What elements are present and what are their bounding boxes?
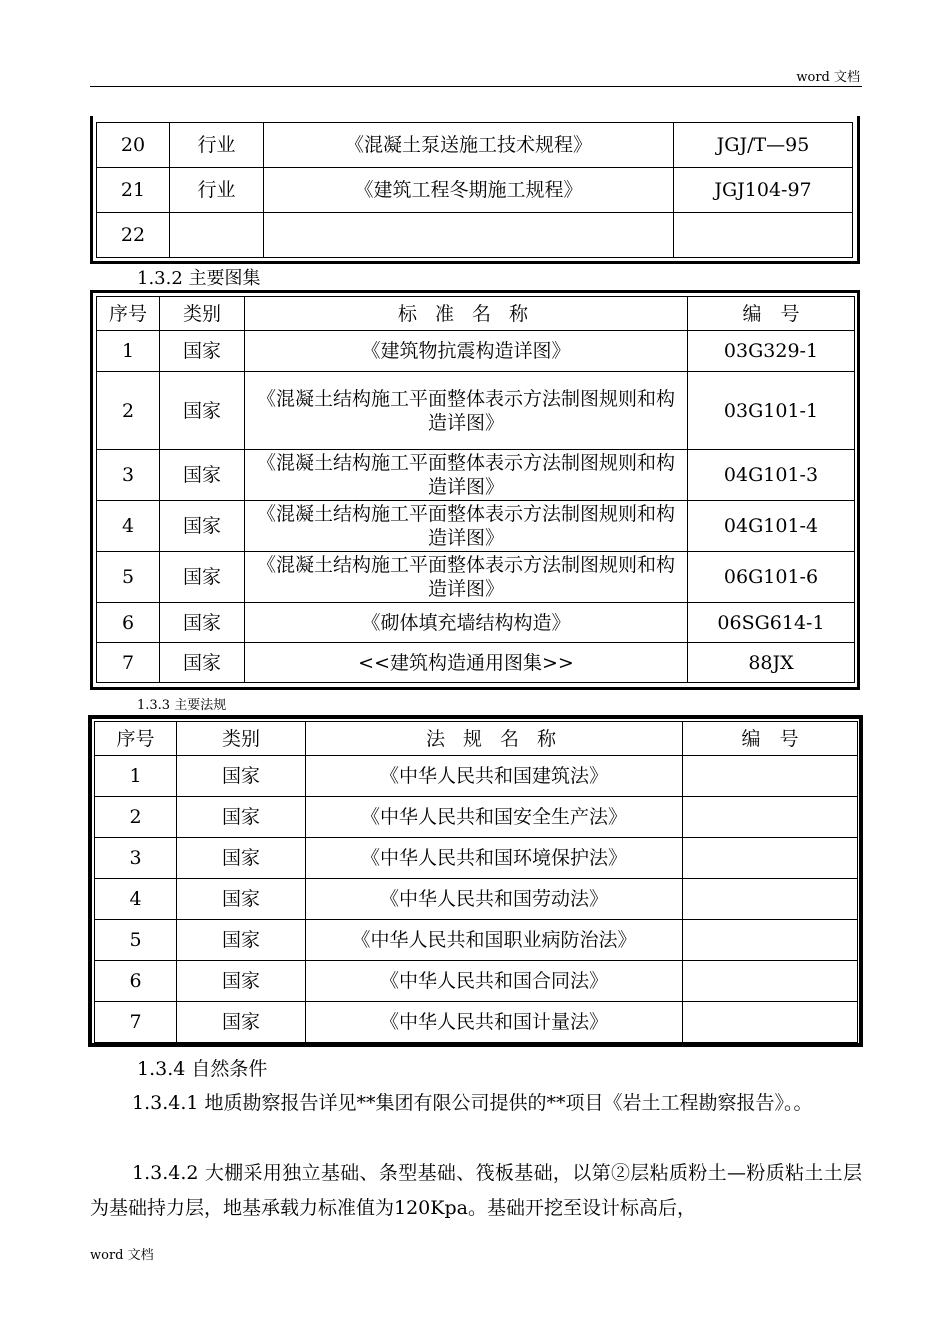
row-code: 06G101-6 xyxy=(688,552,855,603)
row-type: 国家 xyxy=(177,879,306,920)
row-code: JGJ/T—95 xyxy=(674,123,853,168)
row-number: 5 xyxy=(97,552,160,603)
row-number: 5 xyxy=(95,920,177,961)
table-row xyxy=(97,603,855,643)
standards-table xyxy=(96,122,853,258)
row-type: 国家 xyxy=(160,501,245,552)
row-number: 7 xyxy=(97,643,160,683)
page-footer: word 文档 xyxy=(90,1248,154,1263)
section-title-atlas: 1.3.2 主要图集 xyxy=(137,268,261,289)
row-number: 2 xyxy=(95,797,177,838)
row-number: 4 xyxy=(97,501,160,552)
row-type: 国家 xyxy=(177,797,306,838)
row-code xyxy=(683,1002,858,1043)
header-name: 标 准 名 称 xyxy=(245,297,688,331)
table-row xyxy=(97,372,855,450)
row-code xyxy=(683,920,858,961)
row-name: 《中华人民共和国安全生产法》 xyxy=(306,797,683,838)
row-type: 国家 xyxy=(160,331,245,372)
row-type: 国家 xyxy=(160,643,245,683)
paragraph-geology: 1.3.4.1 地质勘察报告详见**集团有限公司提供的**项目《岩土工程勘察报告》。。 xyxy=(132,1092,813,1114)
row-name: 《建筑物抗震构造详图》 xyxy=(245,331,688,372)
table-row xyxy=(97,643,855,683)
row-type xyxy=(170,213,264,258)
row-type: 国家 xyxy=(160,372,245,450)
row-number: 1 xyxy=(95,756,177,797)
header-code: 编 号 xyxy=(683,722,858,756)
row-code: 03G101-1 xyxy=(688,372,855,450)
row-name: 《中华人民共和国合同法》 xyxy=(306,961,683,1002)
table-row xyxy=(95,920,858,961)
row-number: 6 xyxy=(97,603,160,643)
header-number: 序号 xyxy=(97,297,160,331)
table-row xyxy=(97,123,853,168)
row-name: 《砌体填充墙结构构造》 xyxy=(245,603,688,643)
header-code: 编 号 xyxy=(688,297,855,331)
table-row xyxy=(97,213,853,258)
page-header: word 文档 xyxy=(796,70,860,85)
row-name xyxy=(264,213,674,258)
row-number: 4 xyxy=(95,879,177,920)
row-code xyxy=(683,797,858,838)
row-name: 《中华人民共和国劳动法》 xyxy=(306,879,683,920)
row-type: 行业 xyxy=(170,168,264,213)
table-row xyxy=(95,838,858,879)
row-name: 《中华人民共和国建筑法》 xyxy=(306,756,683,797)
row-code xyxy=(674,213,853,258)
row-type: 国家 xyxy=(177,920,306,961)
row-type: 国家 xyxy=(160,603,245,643)
paragraph-foundation: 1.3.4.2 大棚采用独立基础、条型基础、筏板基础，以第②层粘质粉土—粉质粘土土层为基础持力层，地基承载力标准值为120Kpa。基础开挖至设计标高后， xyxy=(90,1162,862,1219)
row-code: 88JX xyxy=(688,643,855,683)
row-number: 3 xyxy=(97,450,160,501)
row-name: 《混凝土结构施工平面整体表示方法制图规则和构造详图》 xyxy=(245,372,688,450)
table-row xyxy=(97,168,853,213)
row-code: 04G101-4 xyxy=(688,501,855,552)
table-header-row xyxy=(95,722,858,756)
row-number: 2 xyxy=(97,372,160,450)
header-name: 法 规 名 称 xyxy=(306,722,683,756)
row-code xyxy=(683,879,858,920)
row-name: 《混凝土结构施工平面整体表示方法制图规则和构造详图》 xyxy=(245,552,688,603)
row-code xyxy=(683,838,858,879)
row-code xyxy=(683,756,858,797)
table-row xyxy=(95,1002,858,1043)
row-number: 6 xyxy=(95,961,177,1002)
row-name: 《中华人民共和国环境保护法》 xyxy=(306,838,683,879)
row-code: 04G101-3 xyxy=(688,450,855,501)
table-row xyxy=(97,450,855,501)
table-row xyxy=(97,331,855,372)
row-code: 03G329-1 xyxy=(688,331,855,372)
atlas-table xyxy=(96,296,855,683)
laws-table xyxy=(94,721,858,1043)
table-row xyxy=(97,552,855,603)
row-number: 3 xyxy=(95,838,177,879)
table-header-row xyxy=(97,297,855,331)
table-row xyxy=(95,756,858,797)
row-type: 国家 xyxy=(177,838,306,879)
row-name: 《混凝土结构施工平面整体表示方法制图规则和构造详图》 xyxy=(245,501,688,552)
row-number: 20 xyxy=(97,123,170,168)
row-type: 国家 xyxy=(177,756,306,797)
section-title-natural: 1.3.4 自然条件 xyxy=(137,1058,268,1080)
row-type: 国家 xyxy=(160,552,245,603)
table-row xyxy=(95,797,858,838)
row-number: 21 xyxy=(97,168,170,213)
row-number: 1 xyxy=(97,331,160,372)
row-name: 《中华人民共和国职业病防治法》 xyxy=(306,920,683,961)
header-type: 类别 xyxy=(177,722,306,756)
row-type: 国家 xyxy=(177,961,306,1002)
row-number: 7 xyxy=(95,1002,177,1043)
header-divider xyxy=(90,86,862,87)
row-type: 国家 xyxy=(160,450,245,501)
table-row xyxy=(97,501,855,552)
section-title-laws: 1.3.3 主要法规 xyxy=(137,698,227,713)
row-type: 行业 xyxy=(170,123,264,168)
row-type: 国家 xyxy=(177,1002,306,1043)
table-row xyxy=(95,961,858,1002)
row-name: 《混凝土泵送施工技术规程》 xyxy=(264,123,674,168)
row-name: 《混凝土结构施工平面整体表示方法制图规则和构造详图》 xyxy=(245,450,688,501)
row-name: 《建筑工程冬期施工规程》 xyxy=(264,168,674,213)
header-type: 类别 xyxy=(160,297,245,331)
table-row xyxy=(95,879,858,920)
row-name: <<建筑构造通用图集>> xyxy=(245,643,688,683)
row-number: 22 xyxy=(97,213,170,258)
row-code: JGJ104-97 xyxy=(674,168,853,213)
row-name: 《中华人民共和国计量法》 xyxy=(306,1002,683,1043)
row-code xyxy=(683,961,858,1002)
row-code: 06SG614-1 xyxy=(688,603,855,643)
header-number: 序号 xyxy=(95,722,177,756)
